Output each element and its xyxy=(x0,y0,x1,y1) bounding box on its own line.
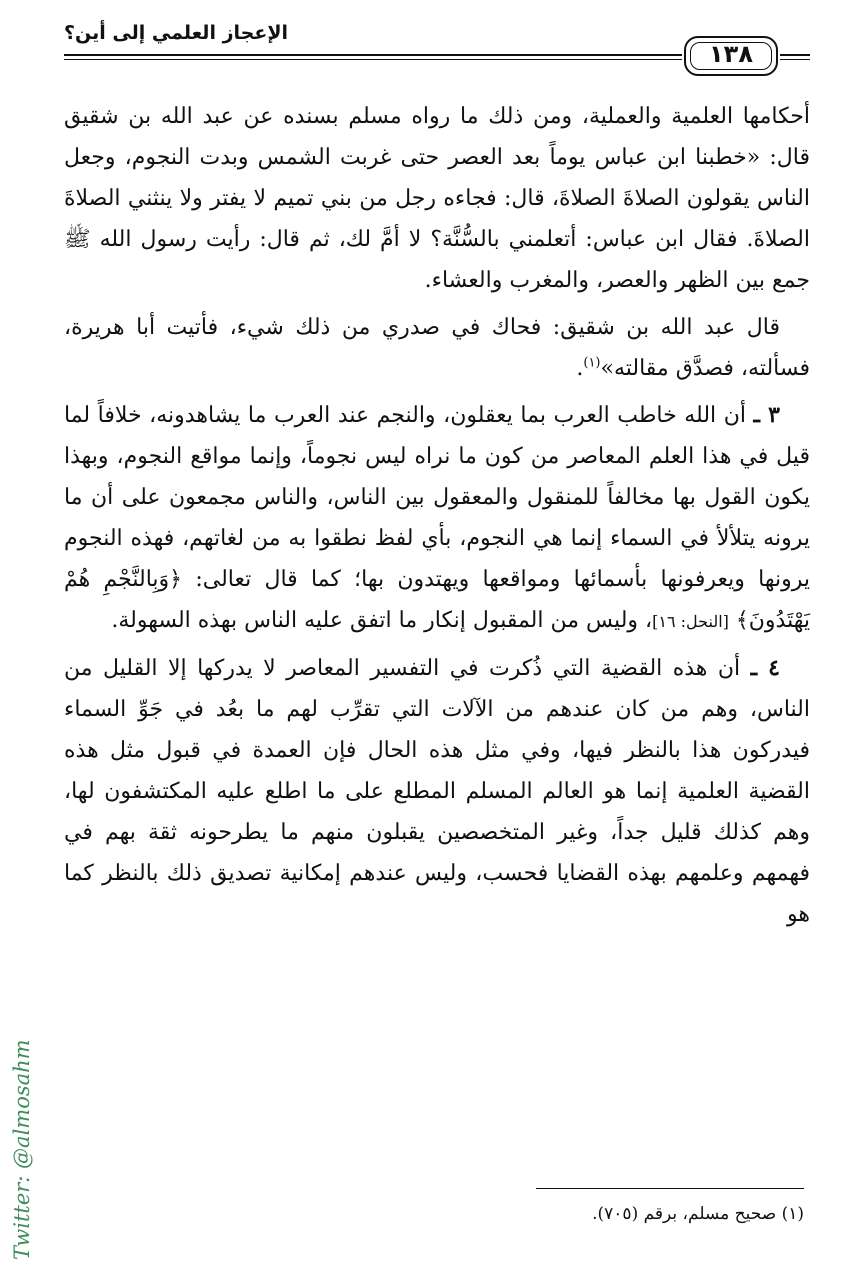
paragraph-4-text: أن هذه القضية التي ذُكرت في التفسير المعاصر لا يدركها إلا القليل من الناس، وهم من كان عندهم من الآلات التي تقرِّب لهم ما بعُد في جَوِّ السماء فيدركون هذا بالنظر فيها، وفي مثل هذه الحال فإن العمدة في قبول مثل هذه القضية العلمية إنما هو العالم المسلم المطلع على ما اطلع عليه المكتشفون لها، وهم كذلك قليل جداً، وغير المتخصصين يقبلون منهم ما يطرحونه ثقة بهم في فهمهم وعلمهم بهذه القضايا فحسب، وليس عندهم إمكانية تصديق ذلك بالنظر كما هو xyxy=(64,656,810,927)
page-number-frame xyxy=(684,36,778,76)
footnote-mark: (١) xyxy=(781,1204,804,1224)
point-number-3: ٣ ـ xyxy=(753,402,780,428)
paragraph-3-text-after: ، وليس من المقبول إنكار ما اتفق عليه الناس بهذه السهولة. xyxy=(111,608,653,633)
paragraph-2-tail: . xyxy=(576,356,584,381)
paragraph-2-text: قال عبد الله بن شقيق: فحاك في صدري من ذلك شيء، فأتيت أبا هريرة، فسألته، فصدَّق مقالته» xyxy=(64,315,810,381)
quran-verse: ﴿وَبِالنَّجْمِ هُمْ يَهْتَدُونَ﴾ xyxy=(64,567,810,633)
footnote xyxy=(300,1204,804,1224)
paragraph-1 xyxy=(64,96,810,301)
body-text xyxy=(64,96,810,941)
quran-reference: [النحل: ١٦] xyxy=(652,612,729,631)
paragraph-1-text: أحكامها العلمية والعملية، ومن ذلك ما رواه مسلم بسنده عن عبد الله بن شقيق قال: «خطبنا ابن عباس يوماً بعد العصر حتى غربت الشمس وبدت النجوم، وجعل الناس يقولون الصلاةَ الصلاةَ، قال: فجاءه رجل من بني تميم لا يفتر ولا ينثني الصلاةَ الصلاةَ. فقال ابن عباس: أتعلمني بالسُّنَّة؟ لا أمَّ لك، ثم قال: رأيت رسول الله ﷺ جمع بين الظهر والعصر، والمغرب والعشاء. xyxy=(64,104,810,293)
paragraph-4 xyxy=(64,648,810,935)
running-title: الإعجاز العلمي إلى أين؟ xyxy=(64,22,288,44)
paragraph-2 xyxy=(64,307,810,389)
header-rule-right xyxy=(780,54,810,60)
paragraph-3-text: أن الله خاطب العرب بما يعقلون، والنجم عند العرب ما يشاهدونه، خلافاً لما قيل في هذا العلم المعاصر من كون ما نراه ليس نجوماً، وإنما مواقع النجوم، وبهذا يكون القول بها مخالفاً للمنقول والمعقول بين الناس، والناس مجمعون على أن ما يرونه يتلألأ في السماء إنما هي النجوم، بأي لفظ نطقوا به من لغاتهم، فهذه النجوم يرونها ويعرفونها بأسمائها ومواقعها ويهتدون بها؛ كما قال تعالى: xyxy=(64,403,810,592)
point-number-4: ٤ ـ xyxy=(750,655,780,681)
footnote-reference: (١) xyxy=(583,355,601,371)
footnote-separator xyxy=(536,1188,804,1189)
footnote-text: صحيح مسلم، برقم (٧٠٥). xyxy=(592,1204,777,1224)
paragraph-3 xyxy=(64,395,810,642)
page-header xyxy=(64,18,810,80)
page-number: ١٣٨ xyxy=(709,40,753,68)
twitter-watermark: Twitter: @almosahm xyxy=(10,1039,34,1260)
header-rule xyxy=(64,54,682,60)
